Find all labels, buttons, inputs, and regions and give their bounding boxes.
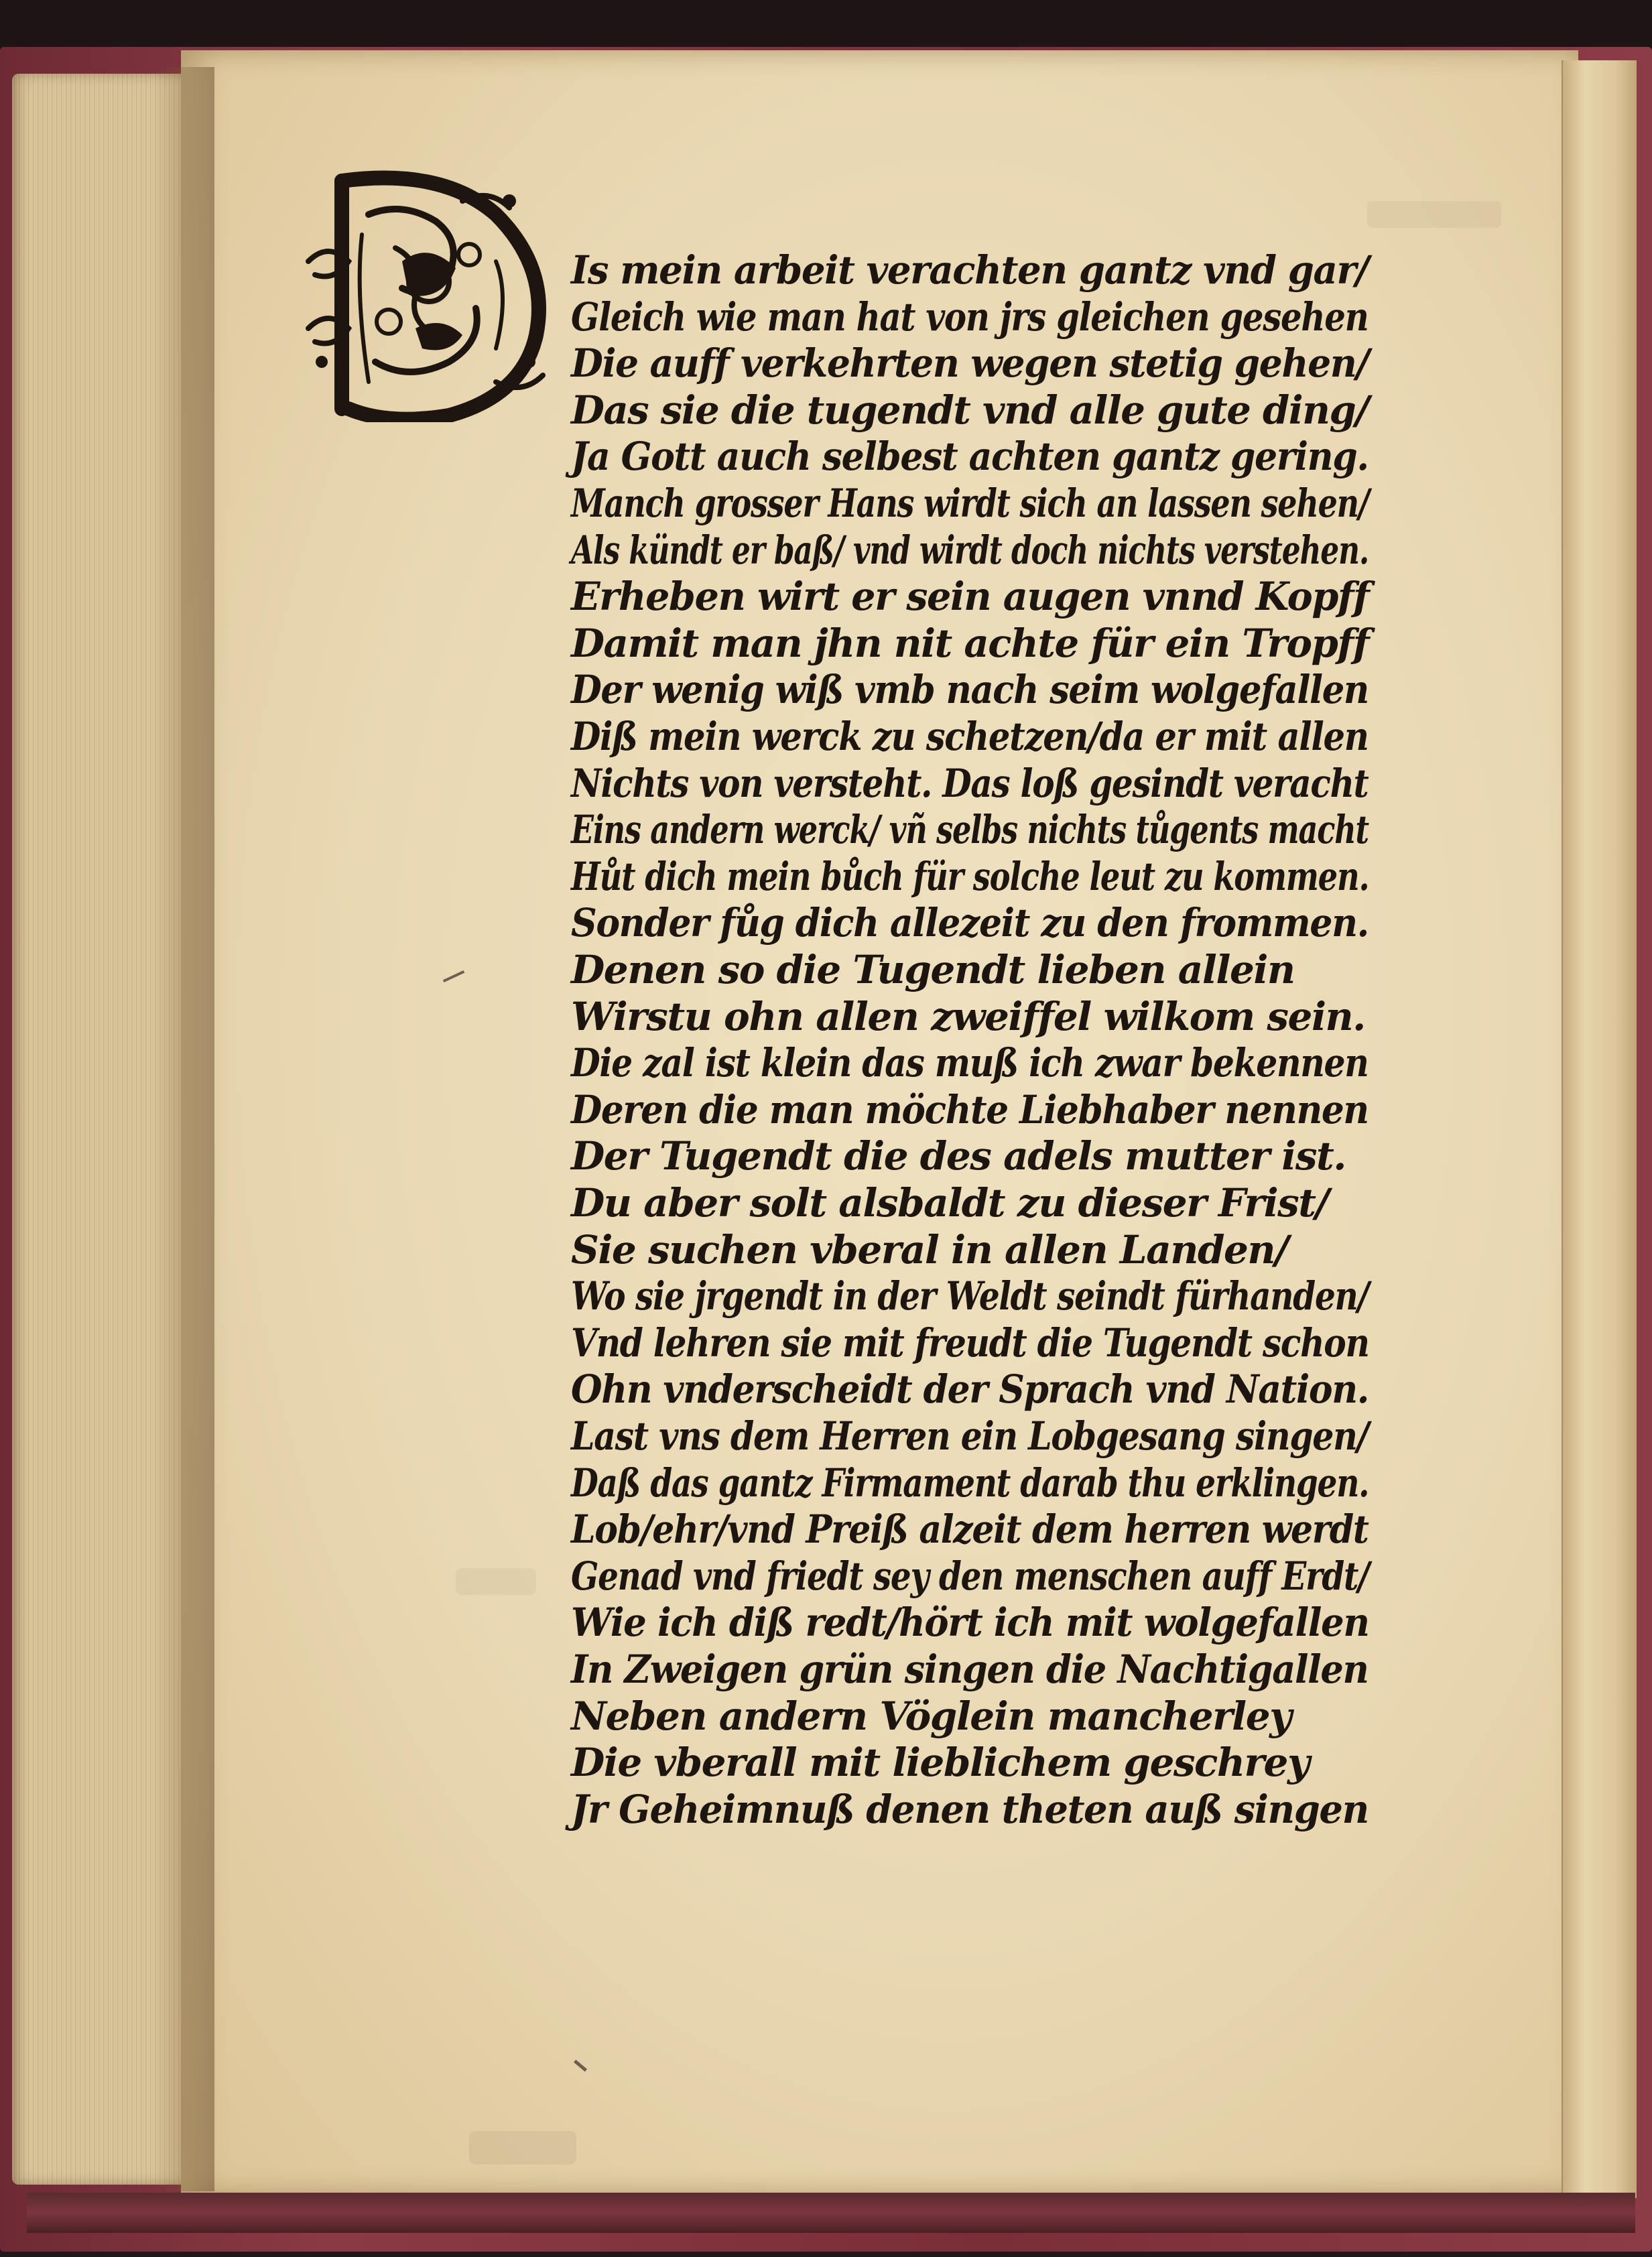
- poem-line: Vnd lehren sie mit freudt die Tugendt schon: [571, 1319, 1369, 1366]
- poem-line: Das sie die tugendt vnd alle gute ding/: [571, 387, 1369, 433]
- poem-line: Hůt dich mein bůch für solche leut zu kommen.: [571, 853, 1369, 899]
- poem-line: Is mein arbeit verachten gantz vnd gar/: [571, 247, 1369, 293]
- poem-line: Sie suchen vberal in allen Landen/: [571, 1226, 1288, 1273]
- poem-line: Wie ich diß redt/hört ich mit wolgefallen: [571, 1600, 1369, 1646]
- poem-line: Ja Gott auch selbest achten gantz gering.: [571, 434, 1369, 480]
- poem-line: Jr Geheimnuß denen theten auß singen: [571, 1786, 1369, 1832]
- poem-line: Deren die man möchte Liebhaber nennen: [571, 1086, 1369, 1133]
- poem-line: Manch grosser Hans wirdt sich an lassen sehen/: [571, 480, 1369, 526]
- poem-line: Du aber solt alsbaldt zu dieser Frist/: [571, 1180, 1329, 1226]
- poem-line: Lob/ehr/vnd Preiß alzeit dem herren werdt: [571, 1506, 1369, 1553]
- poem-line: In Zweigen grün singen die Nachtigallen: [571, 1647, 1369, 1692]
- poem-line: Erheben wirt er sein augen vnnd Kopff: [571, 574, 1369, 620]
- poem-line: Die zal ist klein das muß ich zwar bekennen: [571, 1040, 1369, 1086]
- poem-line: Wo sie jrgendt in der Weldt seindt fürhanden/: [571, 1273, 1369, 1319]
- poem-line: Der Tugendt die des adels mutter ist.: [571, 1133, 1346, 1179]
- poem-line: Die auff verkehrten wegen stetig gehen/: [571, 340, 1369, 387]
- poem-line: Genad vnd friedt sey den menschen auff Erdt/: [571, 1553, 1369, 1599]
- poem-line: Als kündt er baß/ vnd wirdt doch nichts verstehen.: [571, 527, 1369, 573]
- poem-line: Die vberall mit lieblichem geschrey: [571, 1740, 1310, 1786]
- poem-line: Eins andern werck/ vñ selbs nichts tůgents macht: [571, 807, 1369, 853]
- poem-line: Neben andern Vöglein mancherley: [571, 1693, 1291, 1739]
- poem-line: Daß das gantz Firmament darab thu erklingen.: [571, 1460, 1369, 1506]
- poem-line: Diß mein werck zu schetzen/da er mit allen: [571, 714, 1369, 759]
- poem-line: Ohn vnderscheidt der Sprach vnd Nation.: [571, 1366, 1369, 1413]
- poem-line: Gleich wie man hat von jrs gleichen gesehen: [571, 294, 1369, 340]
- poem-line: Wirstu ohn allen zweiffel wilkom sein.: [571, 993, 1365, 1039]
- poem-line: Sonder fůg dich allezeit zu den frommen.: [571, 900, 1369, 946]
- poem-line: Damit man jhn nit achte für ein Tropff: [571, 620, 1369, 666]
- poem-line: Last vns dem Herren ein Lobgesang singen/: [571, 1413, 1369, 1459]
- poem-line: Nichts von versteht. Das loß gesindt veracht: [571, 760, 1369, 806]
- poem-line: Denen so die Tugendt lieben allein: [571, 947, 1295, 992]
- poem-line: Der wenig wiß vmb nach seim wolgefallen: [571, 667, 1369, 713]
